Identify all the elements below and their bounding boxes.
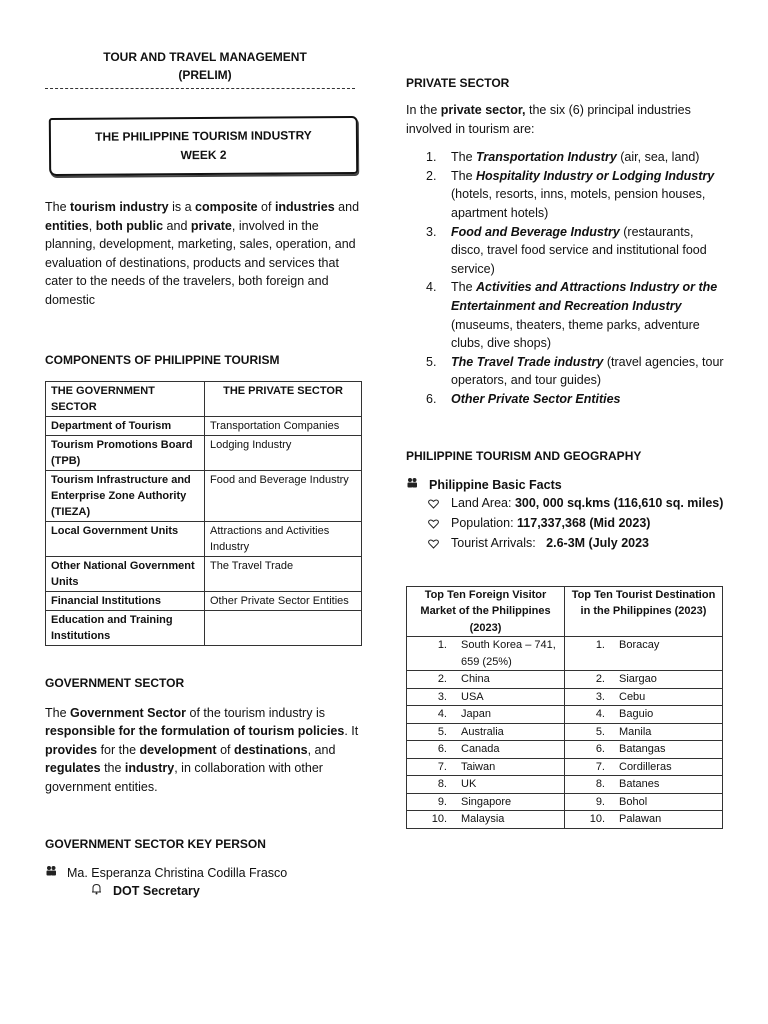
table-row: Financial Institutions Other Private Sector Entities xyxy=(46,591,362,610)
gov-sector-paragraph: The Government Sector of the tourism industry is responsible for the formulation of tourism policies. It provides for the development of destinations, and regulates the industry, in collaboration with other government entities. xyxy=(45,705,359,794)
heart-outline-icon xyxy=(428,514,451,534)
key-person-name: Ma. Esperanza Christina Codilla Frasco xyxy=(67,865,288,880)
intro-paragraph: The tourism industry is a composite of industries and entities, both public and private, involved in the planning, development, marketing, sales, operation, and evaluation of destinations, products and services that cater to the needs of the travelers, both foreign and domestic xyxy=(45,200,360,307)
arrivals-row: Tourist Arrivals: 2.6-3M (July 2023 xyxy=(406,534,726,554)
right-column xyxy=(406,76,726,829)
people-icon xyxy=(45,864,67,882)
table-row: 6. Canada 6. Batangas xyxy=(407,741,723,759)
table-row: Other National Government Units The Travel Trade xyxy=(46,556,362,591)
bell-icon xyxy=(91,882,113,900)
week-box-week: WEEK 2 xyxy=(180,147,227,163)
basic-facts-title: Philippine Basic Facts xyxy=(429,477,562,492)
key-person-heading: GOVERNMENT SECTOR KEY PERSON xyxy=(45,836,266,851)
list-item: 3. Food and Beverage Industry (restaurants, disco, travel food service and institutional food service) xyxy=(426,224,707,276)
land-area-value: 300, 000 sq.kms (116,610 sq. miles) xyxy=(514,495,724,510)
key-person-title-row xyxy=(45,882,365,900)
table-row: Education and Training Institutions xyxy=(46,610,362,645)
table-row: 9. Singapore 9. Bohol xyxy=(407,793,723,811)
gov-sector-heading: GOVERNMENT SECTOR xyxy=(45,675,185,690)
private-sector-heading: PRIVATE SECTOR xyxy=(406,76,510,90)
dashed-divider xyxy=(45,88,355,89)
population-row: Population: 117,337,368 (Mid 2023) xyxy=(406,514,726,534)
key-person-row xyxy=(45,864,365,882)
week-box xyxy=(49,116,358,176)
table-row: Tourism Infrastructure and Enterprise Zone Authority (TIEZA) Food and Beverage Industry xyxy=(46,470,362,521)
list-item: 6. Other Private Sector Entities xyxy=(426,391,621,406)
components-table xyxy=(45,381,362,646)
land-area-row: Land Area: 300, 000 sq.kms (116,610 sq. miles) xyxy=(406,494,726,514)
key-person-title: DOT Secretary xyxy=(113,883,200,898)
top-ten-markets-header: Top Ten Foreign Visitor Market of the Philippines (2023) xyxy=(407,586,565,637)
table-row: Local Government Units Attractions and Activities Industry xyxy=(46,521,362,556)
list-item: 5. The Travel Trade industry (travel agencies, tour operators, and tour guides) xyxy=(426,354,724,388)
list-item: 1. The Transportation Industry (air, sea, land) xyxy=(426,150,700,165)
term-label: (PRELIM) xyxy=(178,68,232,82)
table-row: 8. UK 8. Batanes xyxy=(407,776,723,794)
week-box-title: THE PHILIPPINE TOURISM INDUSTRY xyxy=(95,128,312,144)
top-ten-table xyxy=(406,586,723,829)
list-item: 4. The Activities and Attractions Industry or the Entertainment and Recreation Industry (museums, theaters, theme parks, adventure clubs, dive shops) xyxy=(426,280,718,351)
private-sector-intro: In the private sector, the six (6) principal industries involved in tourism are: xyxy=(406,103,691,136)
arrivals-value: 2.6-3M (July 2023 xyxy=(546,535,650,550)
doc-title xyxy=(45,48,365,84)
table-row: 2. China 2. Siargao xyxy=(407,671,723,689)
course-title: TOUR AND TRAVEL MANAGEMENT xyxy=(103,50,307,64)
table-row: 1. South Korea – 741, 659 (25%) 1. Boracay xyxy=(407,637,723,671)
list-item: 2. The Hospitality Industry or Lodging Industry (hotels, resorts, inns, motels, pension houses, apartment hotels) xyxy=(426,168,715,220)
table-row: 7. Taiwan 7. Cordilleras xyxy=(407,758,723,776)
table-row: Department of Tourism Transportation Companies xyxy=(46,416,362,435)
private-industries-list xyxy=(406,148,726,408)
table-row: 10. Malaysia 10. Palawan xyxy=(407,811,723,829)
people-icon xyxy=(406,476,429,494)
table-row: 4. Japan 4. Baguio xyxy=(407,706,723,724)
components-col-private: THE PRIVATE SECTOR xyxy=(205,381,362,416)
table-row: 5. Australia 5. Manila xyxy=(407,723,723,741)
components-col-gov: THE GOVERNMENT SECTOR xyxy=(46,381,205,416)
heart-outline-icon xyxy=(428,494,451,514)
basic-facts-row xyxy=(406,476,726,494)
geography-heading: PHILIPPINE TOURISM AND GEOGRAPHY xyxy=(406,448,642,463)
heart-outline-icon xyxy=(428,534,451,554)
top-ten-destinations-header: Top Ten Tourist Destination in the Philippines (2023) xyxy=(565,586,723,637)
left-column xyxy=(45,48,365,900)
components-heading: COMPONENTS OF PHILIPPINE TOURISM xyxy=(45,352,280,367)
table-row: Tourism Promotions Board (TPB) Lodging Industry xyxy=(46,435,362,470)
table-row: 3. USA 3. Cebu xyxy=(407,688,723,706)
population-value: 117,337,368 (Mid 2023) xyxy=(517,515,651,530)
